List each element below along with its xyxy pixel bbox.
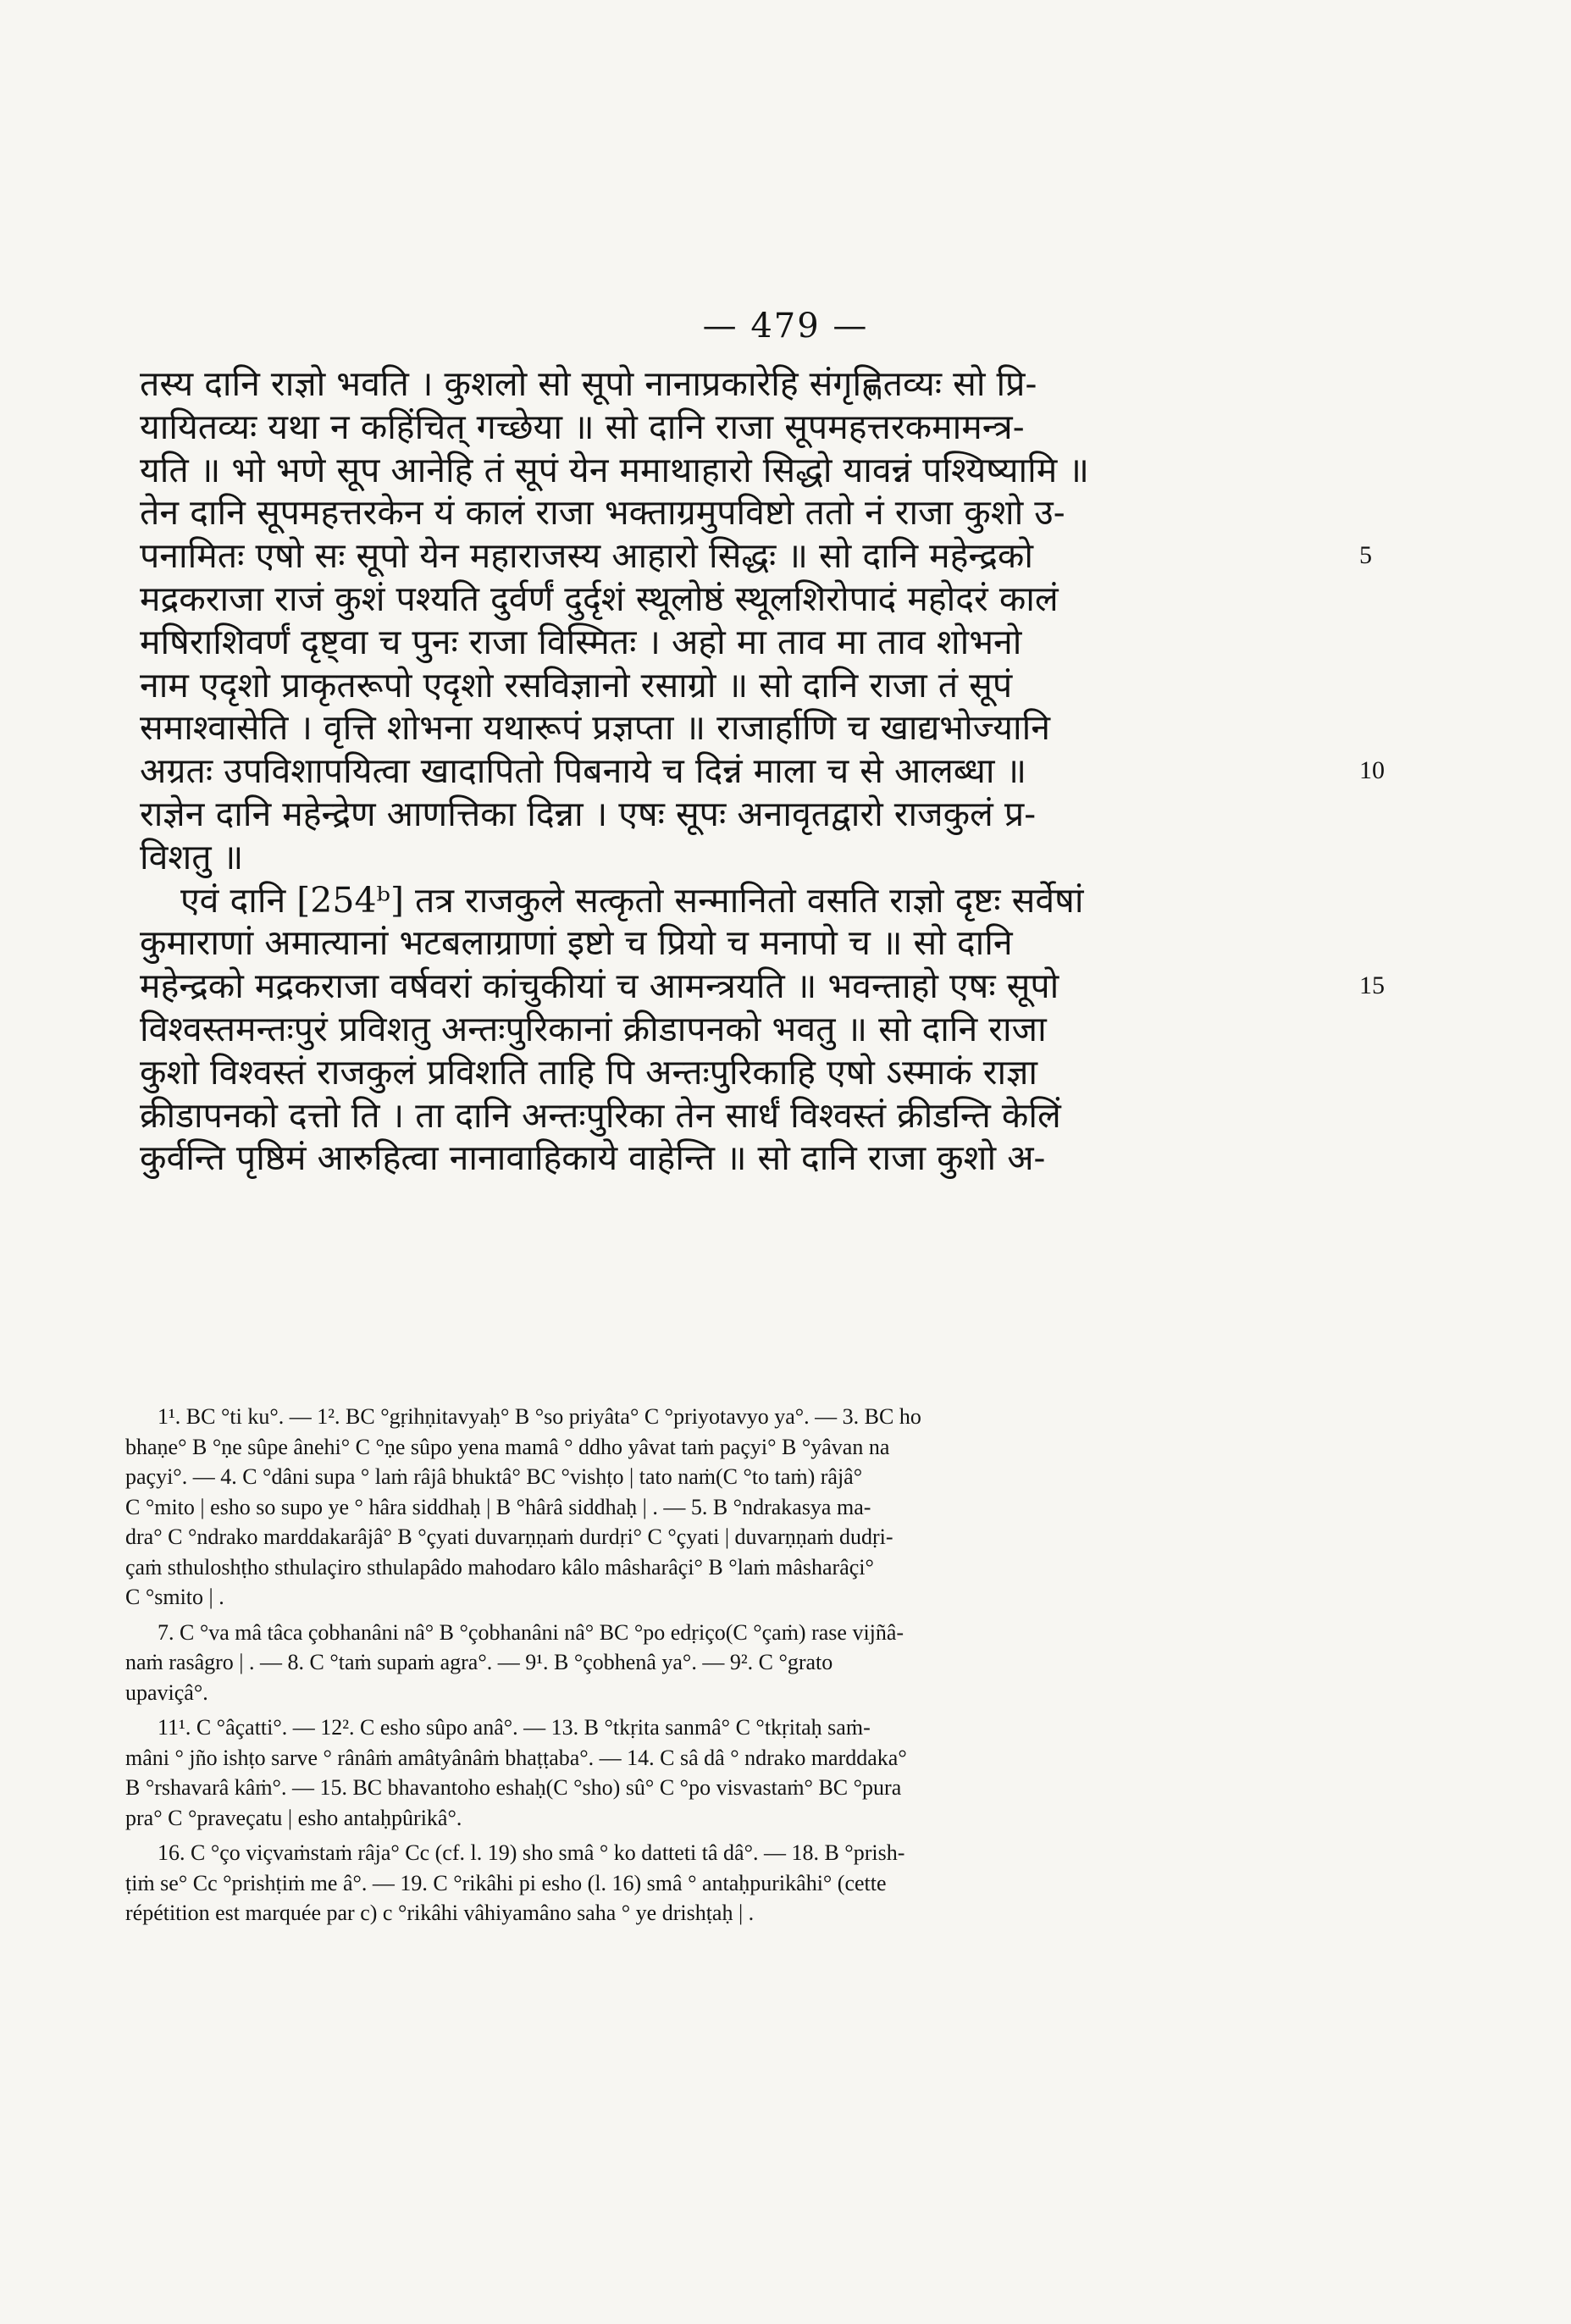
footnote-line: dra° C °ndrako marddakarâjâ° B °çyati duvarṇṇaṁ durdṛi° C °çyati | duvarṇṇaṁ dudṛi- <box>125 1524 893 1549</box>
sanskrit-line-text: मद्रकराजा राजं कुशं पश्यति दुर्वर्णं दुर्दृशं स्थूलोष्ठं स्थूलशिरोपादं महोदरं कालं <box>140 578 1059 619</box>
sanskrit-line <box>140 578 1258 621</box>
sanskrit-line-text: मषिराशिवर्णं दृष्ट्वा च पुनः राजा विस्मितः । अहो मा ताव मा ताव शोभनो <box>140 621 1022 662</box>
line-number: 15 <box>1359 971 1385 1000</box>
sanskrit-line <box>140 836 1258 879</box>
sanskrit-line-text: एवं दानि [254ᵇ] तत्र राजकुले सत्कृतो सन्मानितो वसति राज्ञो दृष्टः सर्वेषां <box>180 879 1084 921</box>
sanskrit-line <box>140 491 1258 534</box>
footnote-paragraph <box>125 1618 1209 1708</box>
sanskrit-line-text: विशतु ॥ <box>140 836 244 877</box>
sanskrit-line <box>140 534 1372 578</box>
sanskrit-line-text: कुशो विश्वस्तं राजकुलं प्रविशति ताहि पि अन्तःपुरिकाहि एषो ऽस्माकं राज्ञा <box>140 1051 1038 1093</box>
sanskrit-line <box>140 750 1385 793</box>
sanskrit-line <box>140 921 1258 965</box>
sanskrit-line-text: विश्वस्तमन्तःपुरं प्रविशतु अन्तःपुरिकानां क्रीडापनको भवतु ॥ सो दानि राजा <box>140 1008 1047 1049</box>
page-number: — 479 — <box>702 307 869 346</box>
footnote-paragraph <box>125 1713 1209 1833</box>
footnote-line: paçyi°. — 4. C °dâni supa ° laṁ râjâ bhuktâ° BC °vishṭo | tato naṁ(C °to taṁ) râjâ° <box>125 1464 863 1489</box>
sanskrit-line <box>140 793 1258 836</box>
sanskrit-line <box>140 1051 1258 1094</box>
sanskrit-line-text: यायितव्यः यथा न कहिंचित् गच्छेया ॥ सो दानि राजा सूपमहत्तरकमामन्त्र- <box>140 406 1025 447</box>
sanskrit-line-text: पनामितः एषो सः सूपो येन महाराजस्य आहारो सिद्धः ॥ सो दानि महेन्द्रको <box>140 535 1033 577</box>
footnote-line: C °mito | esho so supo ye ° hâra siddhaḥ | B °hârâ siddhaḥ | . — 5. B °ndrakasya ma- <box>125 1494 871 1519</box>
sanskrit-line <box>140 621 1258 664</box>
sanskrit-line <box>140 1137 1258 1180</box>
footnote-line: ṭiṁ se° Cc °prishṭiṁ me â°. — 19. C °rikâhi pi esho (l. 16) smâ ° antaḥpurikâhi° (cette <box>125 1870 887 1895</box>
footnote-line: bhaṇe° B °ṇe sûpe ânehi° C °ṇe sûpo yena mamâ ° ddho yâvat taṁ paçyi° B °yâvan na <box>125 1434 890 1459</box>
sanskrit-line-text: कुर्वन्ति पृष्ठिमं आरुहित्वा नानावाहिकाये वाहेन्ति ॥ सो दानि राजा कुशो अ- <box>140 1137 1046 1179</box>
sanskrit-line-text: कुमाराणां अमात्यानां भटबलाग्राणां इष्टो च प्रियो च मनापो च ॥ सो दानि <box>140 922 1013 964</box>
footnote-line: çaṁ sthuloshṭho sthulaçiro sthulapâdo mahodaro kâlo mâsharâçi° B °laṁ mâsharâçi° <box>125 1554 874 1580</box>
sanskrit-line-text: समाश्वासेति । वृत्ति शोभना यथारूपं प्रज्ञप्ता ॥ राजार्हाणि च खाद्यभोज्यानि <box>140 707 1050 749</box>
sanskrit-line <box>140 879 1258 922</box>
footnote-line: naṁ rasâgro | . — 8. C °taṁ supaṁ agra°. — 9¹. B °çobhenâ ya°. — 9². C °grato <box>125 1650 833 1674</box>
line-number: 10 <box>1359 756 1385 785</box>
footnote-paragraph <box>125 1838 1209 1928</box>
footnote-line: pra° C °praveçatu | esho antaḥpûrikâ°. <box>125 1805 462 1830</box>
critical-apparatus <box>125 1402 1209 1934</box>
footnote-paragraph <box>125 1402 1209 1613</box>
sanskrit-line-text: तस्य दानि राज्ञो भवति । कुशलो सो सूपो नानाप्रकारेहि संगृह्णितव्यः सो प्रि- <box>140 363 1037 404</box>
footnote-line: B °rshavarâ kâṁ°. — 15. BC bhavantoho eshaḥ(C °sho) sû° C °po visvastaṁ° BC °pura <box>125 1775 902 1800</box>
footnote-line: 16. C °ço viçvaṁstaṁ râja° Cc (cf. l. 19) sho smâ ° ko datteti tâ dâ°. — 18. B °prish- <box>158 1840 905 1865</box>
sanskrit-line-text: अग्रतः उपविशापयित्वा खादापितो पिबनाये च दिन्नं माला च से आलब्धा ॥ <box>140 750 1027 792</box>
footnote-line: C °smito | . <box>125 1585 224 1609</box>
sanskrit-line-text: नाम एदृशो प्राकृतरूपो एदृशो रसविज्ञानो रसाग्रो ॥ सो दानि राजा तं सूपं <box>140 664 1013 706</box>
footnote-line: 7. C °va mâ tâca çobhanâni nâ° B °çobhanâni nâ° BC °po edṛiço(C °çaṁ) rase vijñâ- <box>158 1619 904 1645</box>
sanskrit-line <box>140 664 1258 707</box>
sanskrit-text-block <box>140 362 1385 1180</box>
sanskrit-line <box>140 406 1258 449</box>
footnote-line: répétition est marquée par c) c °rikâhi vâhiyamâno saha ° ye drishṭaḥ | . <box>125 1901 755 1925</box>
sanskrit-line-text: राज्ञेन दानि महेन्द्रेण आणत्तिका दिन्ना । एषः सूपः अनावृतद्वारो राजकुलं प्र- <box>140 793 1037 834</box>
sanskrit-line-text: क्रीडापनको दत्तो ति । ता दानि अन्तःपुरिका तेन सार्धं विश्वस्तं क्रीडन्ति केलिं <box>140 1094 1061 1136</box>
sanskrit-line <box>140 362 1258 406</box>
line-number: 5 <box>1359 541 1372 570</box>
footnote-line: mâni ° jño ishṭo sarve ° rânâṁ amâtyânâṁ bhaṭṭaba°. — 14. C sâ dâ ° ndrako marddaka° <box>125 1745 907 1770</box>
sanskrit-line-text: तेन दानि सूपमहत्तरकेन यं कालं राजा भक्ताग्रमुपविष्टो ततो नं राजा कुशो उ- <box>140 492 1065 534</box>
footnote-line: upaviçâ°. <box>125 1679 208 1705</box>
footnote-line: 1¹. BC °ti ku°. — 1². BC °gṛihṇitavyaḥ° B °so priyâta° C °priyotavyo ya°. — 3. BC ho <box>158 1404 921 1429</box>
sanskrit-line <box>140 1094 1258 1137</box>
footnote-line: 11¹. C °âçatti°. — 12². C esho sûpo anâ°. — 13. B °tkṛita sanmâ° C °tkṛitaḥ saṁ- <box>158 1715 871 1740</box>
sanskrit-line <box>140 965 1385 1008</box>
sanskrit-line-text: महेन्द्रको मद्रकराजा वर्षवरां कांचुकीयां च आमन्त्रयति ॥ भवन्ताहो एषः सूपो <box>140 966 1059 1007</box>
sanskrit-line <box>140 1008 1258 1051</box>
sanskrit-line-text: यति ॥ भो भणे सूप आनेहि तं सूपं येन ममाथाहारो सिद्धो यावन्नं पश्यिष्यामि ॥ <box>140 449 1089 490</box>
sanskrit-line <box>140 449 1258 492</box>
sanskrit-line <box>140 706 1258 750</box>
